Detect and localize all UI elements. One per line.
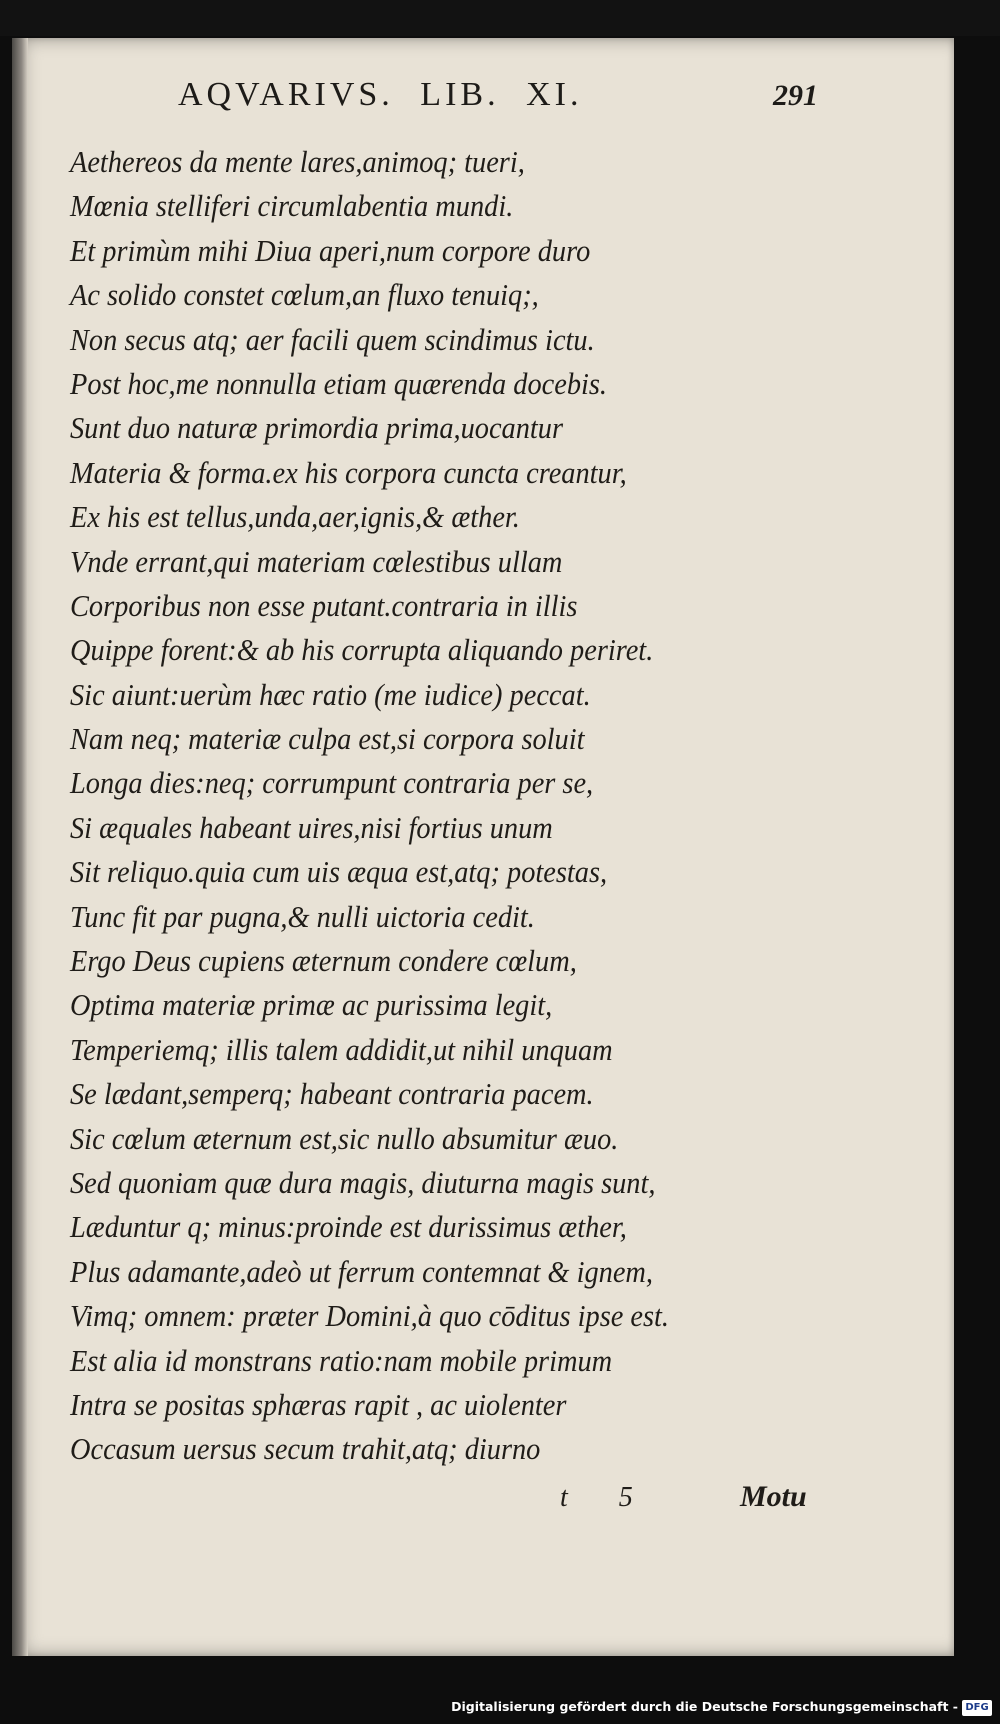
funding-credit: Digitalisierung gefördert durch die Deutsche Forschungsgemeinschaft - — [451, 1699, 958, 1714]
verse-line: Sunt duo naturæ primordia prima,uocantur — [70, 411, 564, 446]
verse-line: Sic cœlum æternum est,sic nullo absumitur æuo. — [70, 1121, 619, 1156]
verse-line: Se lædant,semperq; habeant contraria pacem. — [70, 1077, 594, 1112]
verse-line: Longa dies:neq; corrumpunt contraria per se, — [70, 766, 594, 801]
scan-top-border — [0, 0, 1000, 36]
verse-line: Vnde errant,qui materiam cœlestibus ullam — [70, 544, 563, 579]
verse-line: Mœnia stelliferi circumlabentia mundi. — [70, 189, 514, 224]
verse-line: Intra se positas sphæras rapit , ac uiolenter — [70, 1387, 567, 1422]
verse-line: Et primùm mihi Diua aperi,num corpore duro — [70, 233, 591, 268]
verse-line: Temperiemq; illis talem addidit,ut nihil unquam — [70, 1032, 613, 1067]
verse-line: Quippe forent:& ab his corrupta aliquando periret. — [70, 633, 654, 668]
verse-line: Non secus atq; aer facili quem scindimus ictu. — [70, 322, 595, 357]
running-head — [178, 76, 818, 132]
page-gutter — [12, 38, 28, 1656]
scan-footer — [0, 1656, 1000, 1724]
verse-line: Corporibus non esse putant.contraria in illis — [70, 588, 578, 623]
verse-line: Læduntur q; minus:proinde est durissimus æther, — [70, 1210, 627, 1245]
dfg-logo: DFG — [962, 1700, 992, 1716]
verse-line: Tunc fit par pugna,& nulli uictoria cedit. — [70, 899, 535, 934]
verse-text — [70, 140, 910, 1472]
verse-line: Sit reliquo.quia cum uis æqua est,atq; potestas, — [70, 855, 608, 890]
verse-line: Post hoc,me nonnulla etiam quærenda docebis. — [70, 366, 608, 401]
verse-line: Nam neq; materiæ culpa est,si corpora soluit — [70, 722, 585, 757]
verse-line: Ergo Deus cupiens æternum condere cœlum, — [70, 944, 577, 979]
verse-line: Est alia id monstrans ratio:nam mobile primum — [70, 1343, 613, 1378]
catchword: Motu — [740, 1480, 807, 1513]
verse-line: Ac solido constet cœlum,an fluxo tenuiq;, — [70, 278, 539, 313]
verse-line: Sic aiunt:uerùm hæc ratio (me iudice) peccat. — [70, 677, 591, 712]
verse-line: Aethereos da mente lares,animoq; tueri, — [70, 145, 525, 179]
signature-mark: t 5 — [560, 1482, 655, 1513]
verse-line: Optima materiæ primæ ac purissima legit, — [70, 988, 553, 1023]
running-head-title: AQVARIVS. LIB. XI. — [178, 76, 583, 113]
verse-line: Si æquales habeant uires,nisi fortius unum — [70, 810, 553, 845]
verse-line: Vimq; omnem: præter Domini,à quo cōditus ipse est. — [70, 1299, 670, 1334]
page-number: 291 — [773, 79, 818, 112]
verse-line: Ex his est tellus,unda,aer,ignis,& æther. — [70, 500, 520, 535]
verse-line: Materia & forma.ex his corpora cuncta creantur, — [70, 455, 627, 490]
verse-line: Plus adamante,adeò ut ferrum contemnat & ignem, — [70, 1254, 653, 1289]
verse-line: Sed quoniam quæ dura magis, diuturna magis sunt, — [70, 1165, 656, 1200]
verse-line: Occasum uersus secum trahit,atq; diurno — [70, 1432, 541, 1467]
